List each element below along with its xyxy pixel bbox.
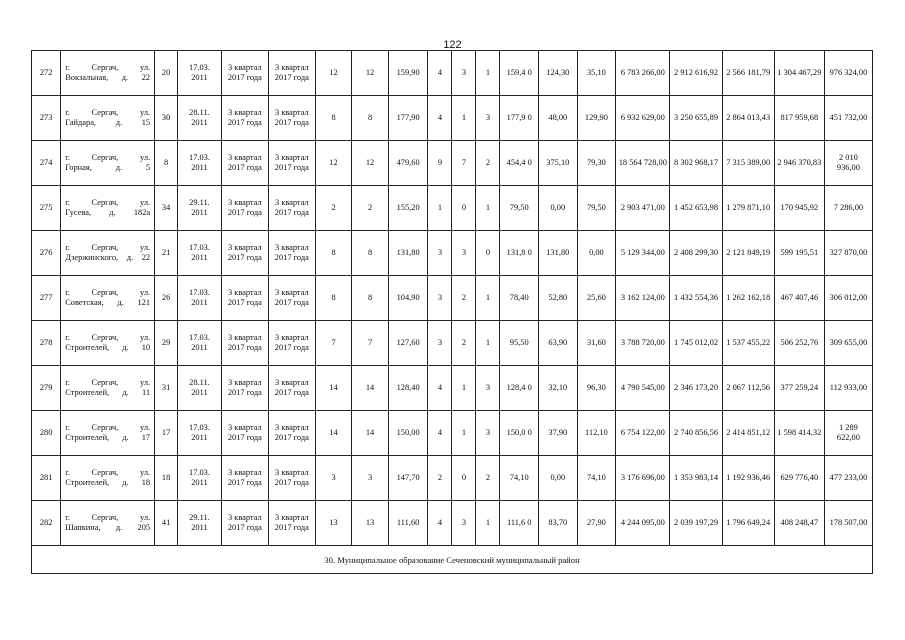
table-row [32,411,873,456]
cell-c12: 1 [476,501,500,546]
date-cell: 17.03. 2011 [178,321,222,366]
cell-c8: 8 [352,96,389,141]
row-number: 278 [32,321,61,366]
deadline-cell-1: 3 квартал 2017 года [221,501,268,546]
cell-c9: 155,20 [388,186,428,231]
address-cell: г. Сергач, ул. Вокзальная, д. 22 [61,51,155,96]
row-number: 272 [32,51,61,96]
cell-c17: 2 912 616,92 [670,51,722,96]
row-number: 280 [32,411,61,456]
cell-c16: 4 790 545,00 [616,366,670,411]
cell-c19: 1 598 414,32 [774,411,824,456]
cell-c13: 150,0 0 [500,411,539,456]
cell-c11: 7 [452,141,476,186]
deadline-cell-2: 3 квартал 2017 года [268,411,315,456]
row-number: 277 [32,276,61,321]
cell-c12: 1 [476,186,500,231]
deadline-cell-1: 3 квартал 2017 года [221,321,268,366]
cell-c3: 30 [155,96,178,141]
housing-register-table [31,50,873,574]
cell-c10: 4 [428,51,452,96]
cell-c9: 150,00 [388,411,428,456]
date-cell: 17.03. 2011 [178,51,222,96]
cell-c3: 8 [155,141,178,186]
cell-c12: 3 [476,366,500,411]
address-cell: г. Сергач, ул. Шапкина, д. 205 [61,501,155,546]
date-cell: 17.03. 2011 [178,231,222,276]
cell-c11: 3 [452,51,476,96]
deadline-cell-2: 3 квартал 2017 года [268,141,315,186]
cell-c10: 3 [428,231,452,276]
cell-c14: 0,00 [539,186,578,231]
table-row [32,456,873,501]
deadline-cell-1: 3 квартал 2017 года [221,456,268,501]
cell-c20: 976 324,00 [824,51,872,96]
cell-c19: 599 195,51 [774,231,824,276]
cell-c17: 3 250 655,89 [670,96,722,141]
cell-c13: 159,4 0 [500,51,539,96]
cell-c13: 131,8 0 [500,231,539,276]
cell-c12: 2 [476,141,500,186]
cell-c3: 21 [155,231,178,276]
cell-c16: 6 754 122,00 [616,411,670,456]
cell-c12: 1 [476,321,500,366]
section-title: 30. Муниципальное образование Сеченовский муниципальный район [32,546,873,574]
cell-c9: 127,60 [388,321,428,366]
row-number: 273 [32,96,61,141]
cell-c7: 3 [315,456,352,501]
cell-c18: 1 537 455,22 [722,321,774,366]
cell-c9: 159,90 [388,51,428,96]
cell-c14: 124,30 [539,51,578,96]
cell-c14: 83,70 [539,501,578,546]
cell-c14: 32,10 [539,366,578,411]
deadline-cell-1: 3 квартал 2017 года [221,96,268,141]
cell-c9: 147,70 [388,456,428,501]
deadline-cell-2: 3 квартал 2017 года [268,456,315,501]
deadline-cell-1: 3 квартал 2017 года [221,276,268,321]
cell-c10: 4 [428,411,452,456]
cell-c10: 4 [428,501,452,546]
cell-c7: 8 [315,231,352,276]
deadline-cell-2: 3 квартал 2017 года [268,501,315,546]
cell-c11: 3 [452,501,476,546]
deadline-cell-2: 3 квартал 2017 года [268,51,315,96]
cell-c8: 14 [352,366,389,411]
cell-c10: 2 [428,456,452,501]
cell-c9: 111,60 [388,501,428,546]
cell-c13: 177,9 0 [500,96,539,141]
cell-c8: 7 [352,321,389,366]
cell-c14: 63,90 [539,321,578,366]
cell-c12: 1 [476,51,500,96]
cell-c10: 3 [428,276,452,321]
deadline-cell-2: 3 квартал 2017 года [268,276,315,321]
cell-c11: 2 [452,276,476,321]
deadline-cell-2: 3 квартал 2017 года [268,96,315,141]
row-number: 276 [32,231,61,276]
table-row [32,186,873,231]
date-cell: 28.11. 2011 [178,96,222,141]
cell-c7: 12 [315,51,352,96]
address-cell: г. Сергач, ул. Дзержинского, д. 22 [61,231,155,276]
cell-c16: 18 564 728,00 [616,141,670,186]
cell-c19: 2 946 370,83 [774,141,824,186]
deadline-cell-2: 3 квартал 2017 года [268,231,315,276]
deadline-cell-2: 3 квартал 2017 года [268,321,315,366]
cell-c19: 1 304 467,29 [774,51,824,96]
cell-c16: 6 783 266,00 [616,51,670,96]
cell-c7: 13 [315,501,352,546]
cell-c19: 170 945,92 [774,186,824,231]
cell-c18: 2 121 849,19 [722,231,774,276]
cell-c3: 31 [155,366,178,411]
address-cell: г. Сергач, ул. Строителей, д. 17 [61,411,155,456]
cell-c13: 454,4 0 [500,141,539,186]
address-cell: г. Сергач, ул. Строителей, д. 11 [61,366,155,411]
cell-c14: 131,80 [539,231,578,276]
cell-c20: 327 870,00 [824,231,872,276]
cell-c15: 96,30 [577,366,616,411]
deadline-cell-1: 3 квартал 2017 года [221,186,268,231]
cell-c11: 1 [452,411,476,456]
cell-c18: 2 414 851,12 [722,411,774,456]
cell-c11: 2 [452,321,476,366]
cell-c19: 467 407,46 [774,276,824,321]
cell-c19: 377 259,24 [774,366,824,411]
cell-c14: 48,00 [539,96,578,141]
cell-c10: 1 [428,186,452,231]
table-row [32,321,873,366]
cell-c15: 112,10 [577,411,616,456]
table-row [32,276,873,321]
cell-c18: 1 279 871,10 [722,186,774,231]
table-row [32,51,873,96]
cell-c12: 2 [476,456,500,501]
cell-c13: 128,4 0 [500,366,539,411]
table-body [32,51,873,574]
row-number: 275 [32,186,61,231]
cell-c9: 177,90 [388,96,428,141]
deadline-cell-1: 3 квартал 2017 года [221,231,268,276]
cell-c13: 79,50 [500,186,539,231]
cell-c3: 34 [155,186,178,231]
cell-c13: 111,6 0 [500,501,539,546]
table-row [32,96,873,141]
address-cell: г. Сергач, ул. Горная, д. 5 [61,141,155,186]
deadline-cell-2: 3 квартал 2017 года [268,186,315,231]
page-number: 122 [443,39,462,51]
cell-c10: 3 [428,321,452,366]
cell-c15: 27,90 [577,501,616,546]
cell-c7: 14 [315,411,352,456]
cell-c19: 629 776,40 [774,456,824,501]
deadline-cell-1: 3 квартал 2017 года [221,366,268,411]
date-cell: 17.03. 2011 [178,456,222,501]
cell-c9: 128,40 [388,366,428,411]
cell-c7: 2 [315,186,352,231]
cell-c18: 7 315 389,00 [722,141,774,186]
cell-c17: 2 039 197,29 [670,501,722,546]
cell-c17: 1 452 653,98 [670,186,722,231]
cell-c16: 3 176 696,00 [616,456,670,501]
cell-c10: 4 [428,96,452,141]
cell-c15: 129,90 [577,96,616,141]
section-heading-row [32,546,873,574]
cell-c18: 1 796 649,24 [722,501,774,546]
cell-c3: 18 [155,456,178,501]
row-number: 281 [32,456,61,501]
cell-c8: 8 [352,231,389,276]
address-cell: г. Сергач, ул. Гайдара, д. 15 [61,96,155,141]
cell-c16: 5 129 344,00 [616,231,670,276]
cell-c9: 104,90 [388,276,428,321]
cell-c8: 2 [352,186,389,231]
cell-c14: 52,80 [539,276,578,321]
date-cell: 17.03. 2011 [178,141,222,186]
cell-c3: 20 [155,51,178,96]
cell-c16: 6 932 629,00 [616,96,670,141]
cell-c20: 309 655,00 [824,321,872,366]
row-number: 279 [32,366,61,411]
cell-c8: 12 [352,51,389,96]
cell-c17: 2 408 299,30 [670,231,722,276]
cell-c20: 7 286,00 [824,186,872,231]
cell-c17: 2 346 173,20 [670,366,722,411]
table-row [32,141,873,186]
cell-c20: 477 233,00 [824,456,872,501]
cell-c17: 8 302 968,17 [670,141,722,186]
cell-c19: 817 959,68 [774,96,824,141]
cell-c14: 37,90 [539,411,578,456]
cell-c18: 2 566 181,79 [722,51,774,96]
cell-c10: 4 [428,366,452,411]
cell-c14: 375,10 [539,141,578,186]
date-cell: 17.03. 2011 [178,411,222,456]
cell-c7: 12 [315,141,352,186]
address-cell: г. Сергач, ул. Гусева, д. 182а [61,186,155,231]
date-cell: 29.11. 2011 [178,501,222,546]
cell-c7: 7 [315,321,352,366]
cell-c11: 1 [452,366,476,411]
cell-c17: 2 740 856,56 [670,411,722,456]
cell-c15: 31,60 [577,321,616,366]
cell-c16: 2 903 471,00 [616,186,670,231]
cell-c19: 408 248,47 [774,501,824,546]
cell-c20: 178 507,00 [824,501,872,546]
address-cell: г. Сергач, ул. Строителей, д. 18 [61,456,155,501]
cell-c8: 14 [352,411,389,456]
cell-c9: 479,60 [388,141,428,186]
cell-c18: 1 262 162,18 [722,276,774,321]
cell-c15: 35,10 [577,51,616,96]
cell-c20: 112 933,00 [824,366,872,411]
deadline-cell-1: 3 квартал 2017 года [221,411,268,456]
cell-c14: 0,00 [539,456,578,501]
cell-c20: 1 289 622,00 [824,411,872,456]
cell-c12: 3 [476,411,500,456]
cell-c13: 95,50 [500,321,539,366]
cell-c18: 2 864 013,43 [722,96,774,141]
cell-c16: 3 788 720,00 [616,321,670,366]
table-row [32,501,873,546]
cell-c10: 9 [428,141,452,186]
cell-c17: 1 353 983,14 [670,456,722,501]
cell-c16: 4 244 095,00 [616,501,670,546]
address-cell: г. Сергач, ул. Строителей, д. 10 [61,321,155,366]
cell-c9: 131,80 [388,231,428,276]
cell-c17: 1 745 012,02 [670,321,722,366]
address-cell: г. Сергач, ул. Советская, д. 121 [61,276,155,321]
cell-c16: 3 162 124,00 [616,276,670,321]
cell-c13: 78,40 [500,276,539,321]
cell-c19: 506 252,76 [774,321,824,366]
deadline-cell-2: 3 квартал 2017 года [268,366,315,411]
cell-c15: 79,50 [577,186,616,231]
cell-c18: 2 067 112,56 [722,366,774,411]
cell-c18: 1 192 936,46 [722,456,774,501]
cell-c12: 1 [476,276,500,321]
cell-c15: 0,00 [577,231,616,276]
row-number: 274 [32,141,61,186]
cell-c17: 1 432 554,36 [670,276,722,321]
cell-c3: 29 [155,321,178,366]
cell-c11: 0 [452,186,476,231]
cell-c11: 1 [452,96,476,141]
cell-c13: 74,10 [500,456,539,501]
cell-c8: 8 [352,276,389,321]
date-cell: 28.11. 2011 [178,366,222,411]
row-number: 282 [32,501,61,546]
cell-c7: 14 [315,366,352,411]
deadline-cell-1: 3 квартал 2017 года [221,51,268,96]
cell-c8: 12 [352,141,389,186]
cell-c8: 13 [352,501,389,546]
cell-c8: 3 [352,456,389,501]
deadline-cell-1: 3 квартал 2017 года [221,141,268,186]
cell-c12: 0 [476,231,500,276]
table-row [32,231,873,276]
cell-c11: 3 [452,231,476,276]
cell-c12: 3 [476,96,500,141]
cell-c20: 451 732,00 [824,96,872,141]
cell-c15: 25,60 [577,276,616,321]
date-cell: 17.03. 2011 [178,276,222,321]
cell-c7: 8 [315,96,352,141]
cell-c3: 41 [155,501,178,546]
date-cell: 29.11. 2011 [178,186,222,231]
cell-c3: 17 [155,411,178,456]
cell-c11: 0 [452,456,476,501]
cell-c15: 79,30 [577,141,616,186]
cell-c15: 74,10 [577,456,616,501]
cell-c7: 8 [315,276,352,321]
cell-c3: 26 [155,276,178,321]
table-row [32,366,873,411]
cell-c20: 306 012,00 [824,276,872,321]
cell-c20: 2 010 936,00 [824,141,872,186]
